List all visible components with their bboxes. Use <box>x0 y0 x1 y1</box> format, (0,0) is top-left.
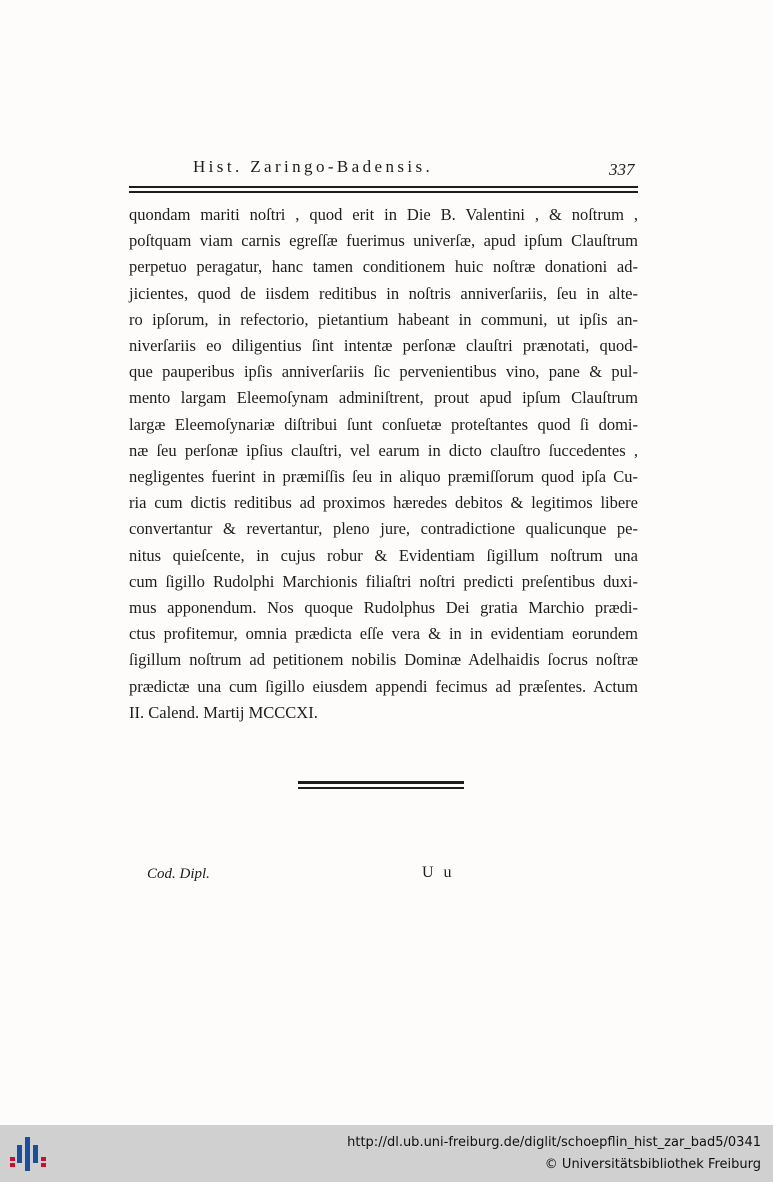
text-line: convertantur & revertantur, pleno jure, contradictione qualicunque pe- <box>129 519 638 539</box>
text-line: negligentes fuerint in præmiſſis ſeu in aliquo præmiſſorum quod ipſa Cu- <box>129 467 638 487</box>
text-line: jicientes, quod de iisdem reditibus in noſtris anniverſariis, ſeu in alte- <box>129 283 638 303</box>
body-text <box>129 202 638 726</box>
header-rule <box>129 186 638 196</box>
text-line: ſigillum noſtrum ad petitionem nobilis Dominæ Adelhaidis ſocrus noſtræ <box>129 650 638 670</box>
page-number: 337 <box>609 160 635 179</box>
text-line: largæ Eleemoſynariæ diſtribui ſunt conſuetæ proteſtantes quod ſi domi- <box>129 414 638 434</box>
text-line: perpetuo peragatur, hanc tamen conditionem huic noſtræ donationi ad- <box>129 257 638 277</box>
running-head: Hist. Zaringo-Badensis. <box>193 157 434 176</box>
permalink-url[interactable]: http://dl.ub.uni-freiburg.de/diglit/schoepflin_hist_zar_bad5/0341 <box>347 1135 761 1150</box>
end-ornament-rule <box>298 781 464 791</box>
text-line: ro ipſorum, in refectorio, pietantium habeant in communi, ut ipſis an- <box>129 309 638 329</box>
viewer-footer-bar <box>0 1125 773 1182</box>
catchword: U u <box>422 864 455 881</box>
ub-freiburg-logo-icon[interactable] <box>8 1135 50 1173</box>
text-line: nitus quieſcente, in cujus robur & Evidentiam ſigillum noſtrum una <box>129 545 638 565</box>
text-line: ria cum dictis reditibus ad proximos hæredes debitos & legitimos libere <box>129 493 638 513</box>
text-line: mento largam Eleemoſynam adminiſtrent, prout apud ipſum Clauſtrum <box>129 388 638 408</box>
text-line: quondam mariti noſtri , quod erit in Die B. Valentini , & noſtrum , <box>129 205 638 224</box>
text-line: ctus profitemur, omnia prædicta eſſe vera & in in evidentiam eorundem <box>129 624 638 644</box>
signature-mark: Cod. Dipl. <box>147 866 210 882</box>
text-line: næ ſeu perſonæ ipſius clauſtri, vel earum in dicto clauſtro ſuccedentes , <box>129 440 638 460</box>
text-line: prædictæ una cum ſigillo eiusdem appendi fecimus ad præſentes. Actum <box>129 676 638 696</box>
copyright-notice: © Universitätsbibliothek Freiburg <box>544 1157 761 1172</box>
text-line: II. Calend. Martij MCCCXI. <box>129 702 318 722</box>
text-line: mus apponendum. Nos quoque Rudolphus Dei gratia Marchio prædi- <box>129 598 638 618</box>
text-line: que pauperibus ipſis anniverſariis ſic pervenientibus vino, pane & pul- <box>129 362 638 382</box>
text-line: niverſariis eo diligentius ſint intentæ perſonæ clauſtri prænotati, quod- <box>129 336 638 356</box>
text-line: poſtquam viam carnis egreſſæ fuerimus univerſæ, apud ipſum Clauſtrum <box>129 231 638 251</box>
text-line: cum ſigillo Rudolphi Marchionis filiaſtri noſtri predicti preſentibus duxi- <box>129 571 638 591</box>
